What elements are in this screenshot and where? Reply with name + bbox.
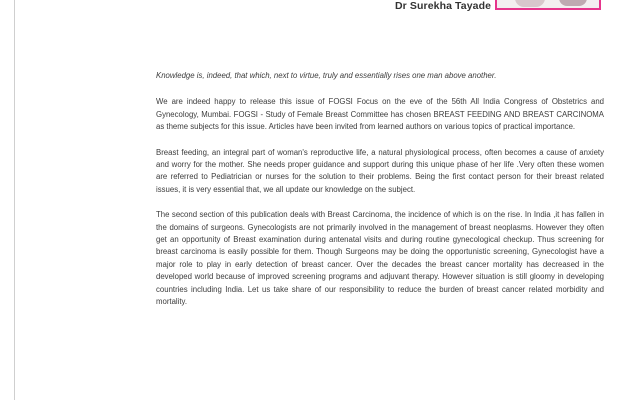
author-name: Dr Surekha Tayade: [395, 0, 492, 12]
editorial-body: [156, 70, 604, 322]
photo-detail: [515, 0, 545, 7]
author-photo: [495, 0, 601, 10]
opening-quote: Knowledge is, indeed, that which, next to virtue, truly and essentially rises one man above another.: [156, 71, 497, 80]
page-margin-rule: [14, 0, 15, 400]
paragraph-introduction: We are indeed happy to release this issue of FOGSI Focus on the eve of the 56th All India Congress of Obstetrics and Gynecology, Mumbai. FOGSI - Study of Female Breast Committee has chosen BREAST FEEDING AND BREAST CARCINOMA as theme subjects for this issue. Articles have been invited from learned authors on various topics of practical importance.: [156, 97, 604, 132]
paragraph-breast-feeding: Breast feeding, an integral part of woman's reproductive life, a natural physiological process, often becomes a cause of anxiety and worry for the mother. She needs proper guidance and support during this unique phase of her life .Very often these women are referred to Pediatrician or nurses for the solution to their problems. Being the first contact person for their breast related issues, it is very essential that, we all update our knowledge on the subject.: [156, 147, 604, 194]
paragraph-breast-carcinoma: The second section of this publication deals with Breast Carcinoma, the incidence of which is on the rise. In India ,it has fallen in the domains of surgeons. Gynecologists are not primarily involved in the management of breast neoplasms. However they often get an opportunity of Breast examination during antenatal visits and during routine gynecological checkup. Thus screening for breast carcinoma is easily possible for them. Though Surgeons may be doing the opportunistic screening, Gynecologist have a major role to play in early detection of breast cancer. Over the decades the breast cancer mortality has decreased in the developed world because of improved screening programs and adjuvant therapy. However situation is still gloomy in developing countries including India. Let us take share of our responsibility to reduce the burden of breast cancer related morbidity and mortality.: [156, 210, 604, 307]
photo-detail: [559, 0, 587, 6]
